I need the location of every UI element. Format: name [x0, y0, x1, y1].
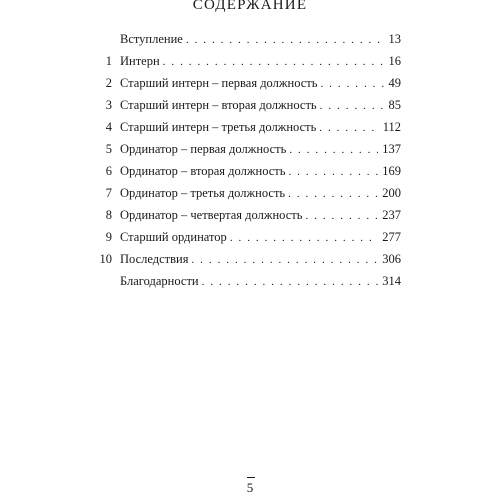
entry-page-number: 169 — [382, 164, 401, 178]
chapter-number: 8 — [105, 208, 112, 222]
chapter-number: 2 — [105, 76, 112, 90]
dot-leader — [288, 162, 378, 182]
entry-title: Старший интерн – первая должность — [120, 76, 318, 90]
entry-page-number: 49 — [388, 76, 401, 90]
dot-leader — [191, 250, 378, 270]
entry-title: Ординатор – четвертая должность — [120, 208, 303, 222]
chapter-number: 3 — [105, 98, 112, 112]
dot-leader — [186, 30, 385, 50]
chapter-number: 5 — [105, 142, 112, 156]
toc-entry-introduction[interactable] — [0, 29, 500, 49]
toc-entry-line — [120, 161, 401, 182]
entry-page-number: 16 — [388, 54, 401, 68]
dot-leader — [230, 228, 378, 248]
toc-entry-line — [120, 73, 401, 94]
entry-page-number: 137 — [382, 142, 401, 156]
toc-entry-chapter-10[interactable] — [0, 249, 500, 269]
toc-entry-line — [120, 95, 401, 116]
entry-title: Благодарности — [120, 274, 199, 288]
toc-entry-line — [120, 51, 401, 72]
entry-title: Ординатор – первая должность — [120, 142, 287, 156]
toc-entry-chapter-1[interactable] — [0, 51, 500, 71]
toc-entry-chapter-7[interactable] — [0, 183, 500, 203]
toc-entry-chapter-4[interactable] — [0, 117, 500, 137]
entry-page-number: 314 — [382, 274, 401, 288]
folio-rule — [247, 477, 255, 478]
chapter-number: 1 — [105, 54, 112, 68]
entry-title: Ординатор – третья должность — [120, 186, 286, 200]
entry-page-number: 112 — [382, 120, 401, 134]
entry-page-number: 85 — [388, 98, 401, 112]
entry-title: Последствия — [120, 252, 189, 266]
toc-entry-line — [120, 117, 401, 138]
dot-leader — [320, 74, 384, 94]
toc-entry-chapter-5[interactable] — [0, 139, 500, 159]
dot-leader — [163, 52, 385, 72]
toc-entry-line — [120, 249, 401, 270]
toc-entry-chapter-6[interactable] — [0, 161, 500, 181]
entry-title: Старший интерн – третья должность — [120, 120, 317, 134]
entry-page-number: 13 — [388, 32, 401, 46]
dot-leader — [319, 118, 378, 138]
toc-entry-acknowledgements[interactable] — [0, 271, 500, 291]
toc-entry-line — [120, 205, 401, 226]
entry-page-number: 277 — [382, 230, 401, 244]
chapter-number: 7 — [105, 186, 112, 200]
entry-page-number: 306 — [382, 252, 401, 266]
dot-leader — [202, 272, 379, 292]
dot-leader — [288, 184, 378, 204]
chapter-number: 10 — [99, 252, 112, 266]
page-number: 5 — [246, 480, 254, 495]
toc-entry-line — [120, 29, 401, 50]
chapter-number: 6 — [105, 164, 112, 178]
chapter-number: 4 — [105, 120, 112, 134]
toc-entry-chapter-2[interactable] — [0, 73, 500, 93]
entry-title: Ординатор – вторая должность — [120, 164, 286, 178]
chapter-number: 9 — [105, 230, 112, 244]
toc-entry-chapter-9[interactable] — [0, 227, 500, 247]
toc-entry-chapter-8[interactable] — [0, 205, 500, 225]
toc-entry-line — [120, 139, 401, 160]
entry-title: Старший интерн – вторая должность — [120, 98, 317, 112]
page-title: СОДЕРЖАНИЕ — [192, 0, 308, 13]
entry-title: Старший ординатор — [120, 230, 227, 244]
entry-page-number: 237 — [382, 208, 401, 222]
toc-entry-line — [120, 271, 401, 292]
toc-entry-line — [120, 227, 401, 248]
dot-leader — [289, 140, 378, 160]
entry-title: Интерн — [120, 54, 160, 68]
entry-page-number: 200 — [382, 186, 401, 200]
entry-title: Вступление — [120, 32, 183, 46]
toc-entry-chapter-3[interactable] — [0, 95, 500, 115]
dot-leader — [320, 96, 385, 116]
dot-leader — [305, 206, 378, 226]
toc-entry-line — [120, 183, 401, 204]
